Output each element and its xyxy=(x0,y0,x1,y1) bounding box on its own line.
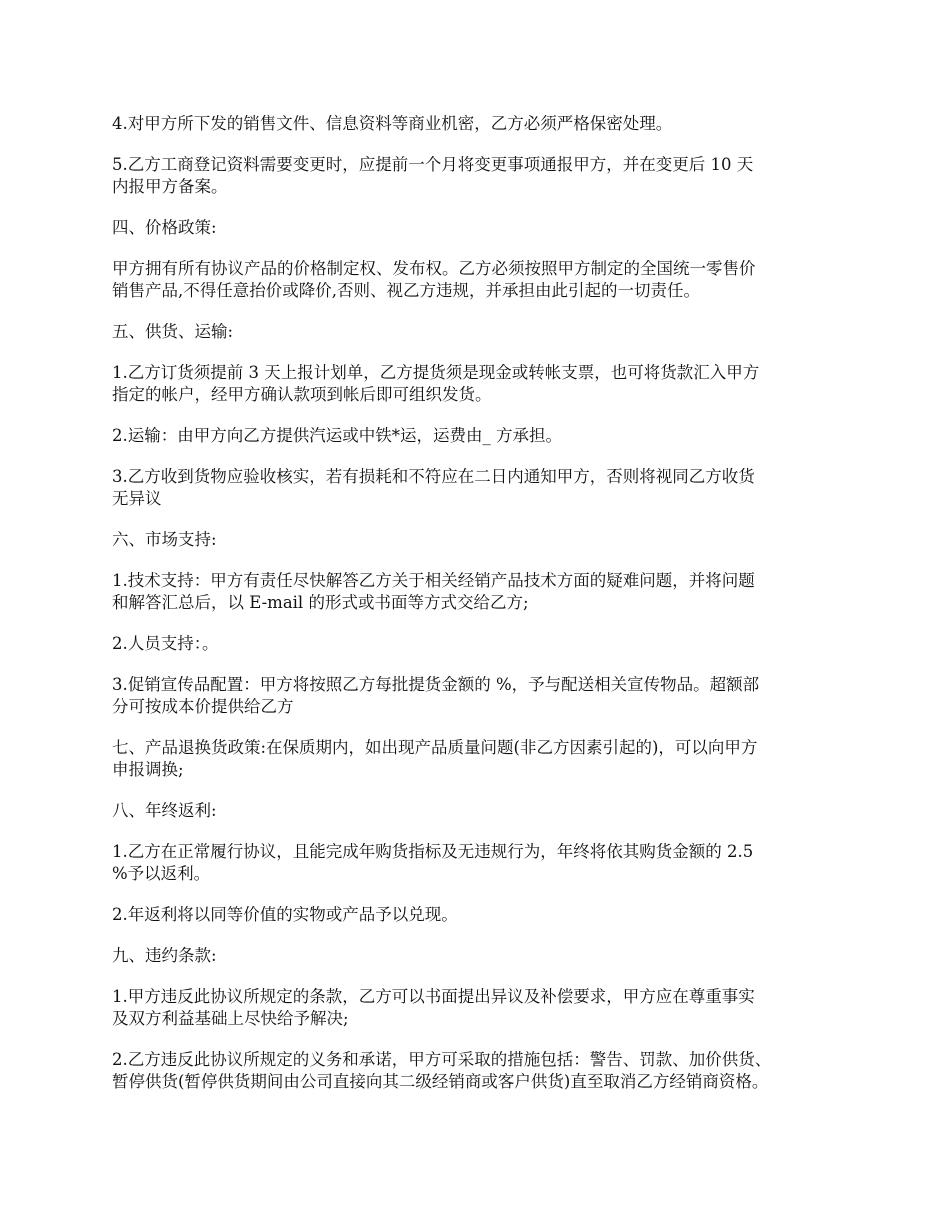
section-heading-breach-clauses xyxy=(112,945,848,967)
supply-clause-2 xyxy=(112,425,848,447)
support-clause-1 xyxy=(112,570,848,614)
document-body xyxy=(112,113,848,1112)
text-line: 1.甲方违反此协议所规定的条款，乙方可以书面提出异议及补偿要求，甲方应在尊重事实 xyxy=(112,987,755,1006)
breach-clause-2 xyxy=(112,1049,848,1093)
text-line: 1.技术支持：甲方有责任尽快解答乙方关于相关经销产品技术方面的疑难问题，并将问题 xyxy=(112,571,755,590)
text-line: 八、年终返利: xyxy=(112,801,217,820)
text-line: 及双方利益基础上尽快给予解决; xyxy=(112,1009,349,1028)
text-line: 内报甲方备案。 xyxy=(112,177,228,196)
text-line: 申报调换; xyxy=(112,760,184,779)
text-line: 甲方拥有所有协议产品的价格制定权、发布权。乙方必须按照甲方制定的全国统一零售价 xyxy=(112,259,756,278)
text-line: 5.乙方工商登记资料需要变更时，应提前一个月将变更事项通报甲方，并在变更后 10 天 xyxy=(112,155,754,174)
text-line: 分可按成本价提供给乙方 xyxy=(112,697,294,716)
text-line: 五、供货、运输: xyxy=(112,322,234,341)
text-line: 2.人员支持：。 xyxy=(112,634,219,653)
text-line: 无异议 xyxy=(112,489,162,508)
section-heading-price-policy xyxy=(112,217,848,239)
text-line: 和解答汇总后，以 E-mail 的形式或书面等方式交给乙方; xyxy=(112,593,529,612)
section-heading-year-end-rebate xyxy=(112,800,848,822)
section-heading-market-support xyxy=(112,529,848,551)
clause-4-confidentiality xyxy=(112,113,848,135)
text-line: 3.乙方收到货物应验收核实，若有损耗和不符应在二日内通知甲方，否则将视同乙方收货 xyxy=(112,467,755,486)
text-line: 3.促销宣传品配置：甲方将按照乙方每批提货金额的 %，予与配送相关宣传物品。超额部 xyxy=(112,675,760,694)
breach-clause-1 xyxy=(112,986,848,1030)
section-heading-returns-policy xyxy=(112,737,848,781)
text-line: 指定的帐户，经甲方确认款项到帐后即可组织发货。 xyxy=(112,385,492,404)
text-line: 4.对甲方所下发的销售文件、信息资料等商业机密，乙方必须严格保密处理。 xyxy=(112,114,673,133)
text-line: 六、市场支持: xyxy=(112,530,217,549)
text-line: 2.年返利将以同等价值的实物或产品予以兑现。 xyxy=(112,905,458,924)
text-line: %予以返利。 xyxy=(112,864,211,883)
text-line: 九、违约条款: xyxy=(112,946,217,965)
supply-clause-1 xyxy=(112,362,848,406)
supply-clause-3 xyxy=(112,466,848,510)
text-line: 销售产品,不得任意抬价或降价,否则、视乙方违规，并承担由此引起的一切责任。 xyxy=(112,281,700,300)
text-line: 七、产品退换货政策:在保质期内，如出现产品质量问题(非乙方因素引起的)，可以向甲方 xyxy=(112,738,758,757)
clause-5-registration-change xyxy=(112,154,848,198)
text-line: 2.乙方违反此协议所规定的义务和承诺，甲方可采取的措施包括：警告、罚款、加价供货、 xyxy=(112,1050,772,1069)
rebate-clause-1 xyxy=(112,841,848,885)
section-heading-supply-transport xyxy=(112,321,848,343)
support-clause-2 xyxy=(112,633,848,655)
text-line: 2.运输：由甲方向乙方提供汽运或中铁*运，运费由_ 方承担。 xyxy=(112,426,562,445)
text-line: 暂停供货(暂停供货期间由公司直接向其二级经销商或客户供货)直至取消乙方经销商资格。 xyxy=(112,1072,769,1091)
rebate-clause-2 xyxy=(112,904,848,926)
text-line: 1.乙方在正常履行协议，且能完成年购货指标及无违规行为，年终将依其购货金额的 2.5 xyxy=(112,842,754,861)
support-clause-3 xyxy=(112,674,848,718)
price-policy-text xyxy=(112,258,848,302)
text-line: 1.乙方订货须提前 3 天上报计划单，乙方提货须是现金或转帐支票，也可将货款汇入甲方 xyxy=(112,363,760,382)
text-line: 四、价格政策: xyxy=(112,218,217,237)
